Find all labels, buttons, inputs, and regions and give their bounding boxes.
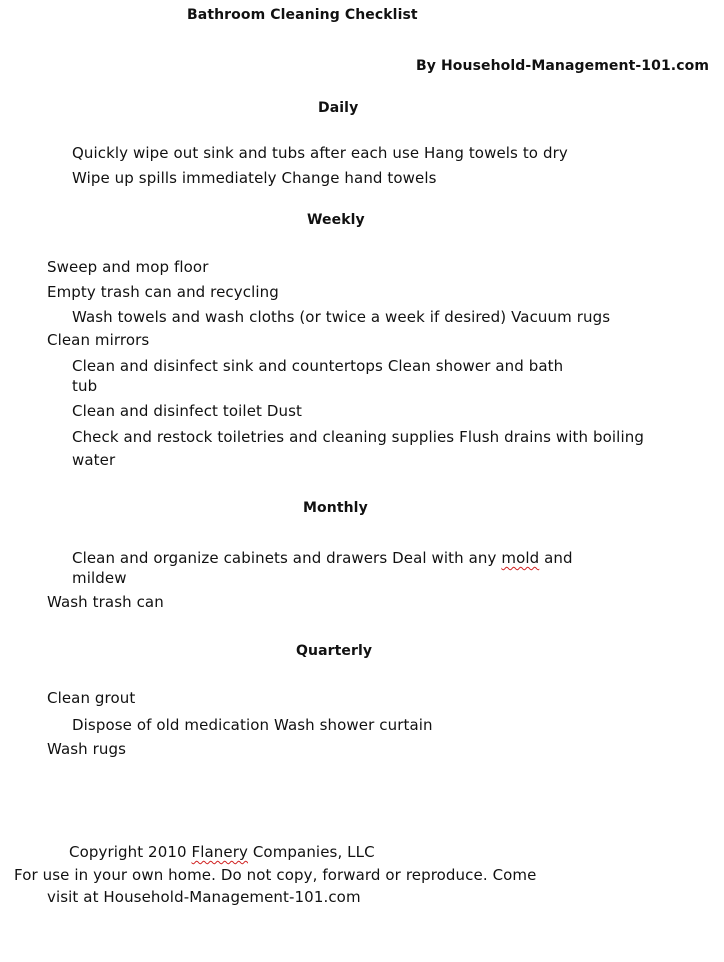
list-item: Quickly wipe out sink and tubs after each use Hang towels to dry — [72, 144, 568, 162]
list-item: Sweep and mop floor — [47, 258, 209, 276]
spellcheck-flagged-word: mold — [501, 549, 540, 567]
list-item: Wash towels and wash cloths (or twice a week if desired) Vacuum rugs — [72, 308, 611, 326]
list-item-continuation: water — [72, 451, 116, 469]
spellcheck-flagged-word: Flanery — [191, 843, 248, 861]
copyright-text: Companies, LLC — [247, 843, 375, 861]
byline: By Household-Management-101.com — [416, 58, 710, 74]
section-heading-monthly: Monthly — [303, 500, 368, 516]
section-heading-daily: Daily — [318, 100, 359, 116]
list-item-continuation: mildew — [72, 569, 127, 587]
copyright-text: Copyright 2010 — [69, 843, 192, 861]
usage-notice: For use in your own home. Do not copy, forward or reproduce. Come — [14, 866, 537, 884]
section-heading-quarterly: Quarterly — [296, 643, 373, 659]
list-item-text: Clean and organize cabinets and drawers Deal with any — [72, 549, 502, 567]
page-title: Bathroom Cleaning Checklist — [187, 7, 418, 23]
copyright-line — [69, 843, 375, 861]
list-item: Check and restock toiletries and cleaning supplies Flush drains with boiling — [72, 428, 644, 446]
usage-notice-continuation: visit at Household-Management-101.com — [47, 888, 361, 906]
list-item: Wash rugs — [47, 740, 127, 758]
list-item-text: and — [539, 549, 573, 567]
section-heading-weekly: Weekly — [307, 212, 365, 228]
list-item-continuation: tub — [72, 377, 98, 395]
list-item: Empty trash can and recycling — [47, 283, 279, 301]
list-item: Wipe up spills immediately Change hand towels — [72, 169, 437, 187]
list-item: Dispose of old medication Wash shower curtain — [72, 716, 433, 734]
list-item: Clean and disinfect sink and countertops Clean shower and bath — [72, 357, 564, 375]
list-item: Clean and disinfect toilet Dust — [72, 402, 303, 420]
list-item — [72, 549, 573, 567]
list-item: Clean mirrors — [47, 331, 150, 349]
list-item: Clean grout — [47, 689, 136, 707]
list-item: Wash trash can — [47, 593, 164, 611]
